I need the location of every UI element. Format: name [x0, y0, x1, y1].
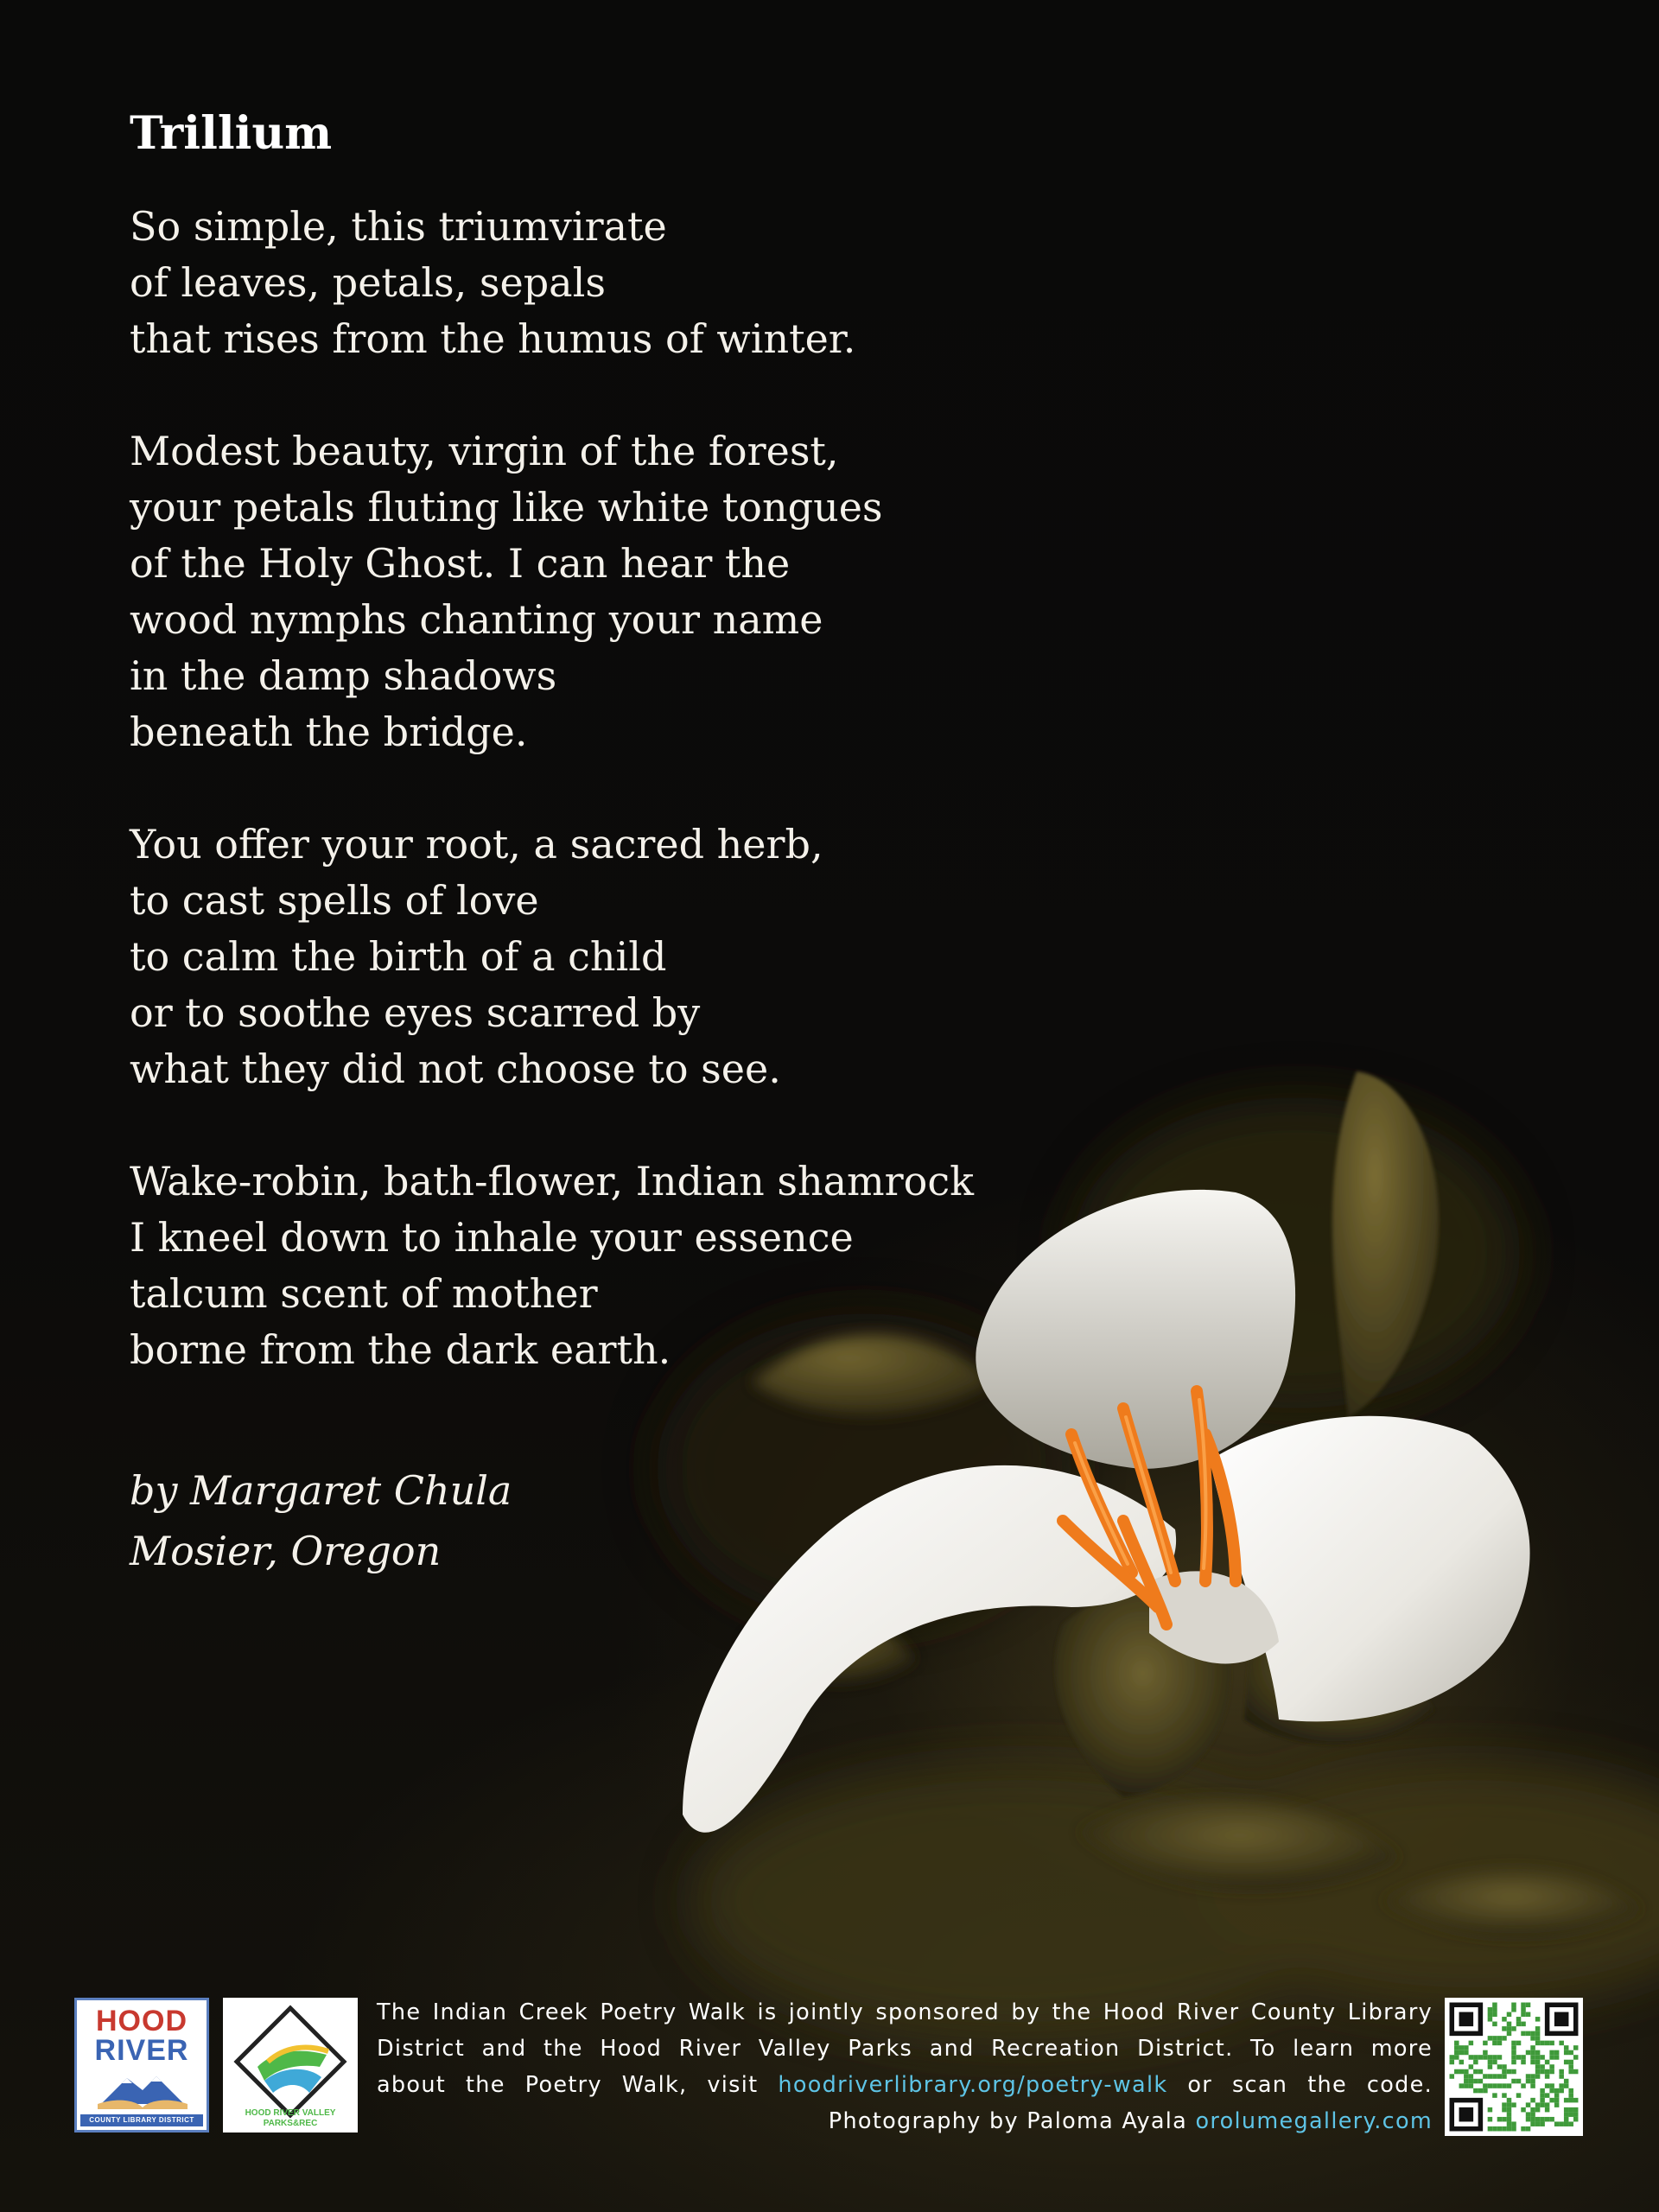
- attribution: [130, 1460, 1037, 1581]
- stanza-3: [130, 817, 1037, 1097]
- library-logo-river: RIVER: [94, 2034, 189, 2067]
- poem-line: your petals fluting like white tongues: [130, 484, 883, 531]
- gallery-link[interactable]: orolumegallery.com: [1195, 2108, 1433, 2134]
- library-logo-subtitle: COUNTY LIBRARY DISTRICT: [80, 2114, 203, 2126]
- hood-river-library-logo[interactable]: [74, 1998, 209, 2133]
- poetry-walk-link[interactable]: hoodriverlibrary.org/poetry-walk: [778, 2072, 1168, 2098]
- poem-line: You offer your root, a sacred herb,: [130, 821, 823, 868]
- poem-line: talcum scent of mother: [130, 1270, 598, 1317]
- poem-line: I kneel down to inhale your essence: [130, 1214, 854, 1261]
- poem-title: Trillium: [130, 107, 333, 160]
- library-logo-hood: HOOD: [96, 2005, 188, 2037]
- poem-line: of leaves, petals, sepals: [130, 259, 606, 306]
- poem-line: of the Holy Ghost. I can hear the: [130, 540, 791, 587]
- poem-line: So simple, this triumvirate: [130, 203, 667, 250]
- photo-credit: [829, 2103, 1433, 2139]
- author-name: by Margaret Chula: [130, 1467, 512, 1514]
- mountain-book-icon: [92, 2069, 193, 2109]
- sponsor-text: [377, 1994, 1433, 2103]
- poem-line: beneath the bridge.: [130, 709, 528, 755]
- author-location: Mosier, Oregon: [130, 1528, 442, 1574]
- sponsor-line: The Indian Creek Poetry Walk is jointly sponsored by the Hood River County Library: [377, 1999, 1433, 2025]
- poem-line: or to soothe eyes scarred by: [130, 989, 701, 1036]
- qr-code-pattern: [1445, 1998, 1583, 2136]
- sponsor-line: [377, 2067, 1433, 2103]
- parks-rec-logo[interactable]: [223, 1998, 358, 2133]
- poem-line: to cast spells of love: [130, 877, 539, 924]
- poem-line: Modest beauty, virgin of the forest,: [130, 428, 839, 474]
- poem-line: wood nymphs chanting your name: [130, 596, 823, 643]
- stanza-1: [130, 199, 1037, 367]
- poem-line: that rises from the humus of winter.: [130, 315, 856, 362]
- poem-line: what they did not choose to see.: [130, 1046, 781, 1092]
- poem-line: borne from the dark earth.: [130, 1326, 671, 1373]
- parks-rec-logo-text: HOOD RIVER VALLEY PARKS&REC: [245, 2108, 336, 2128]
- sponsor-line: District and the Hood River Valley Parks and Recreation District. To learn more: [377, 2036, 1433, 2062]
- sponsor-line-suffix: or scan the code.: [1167, 2072, 1433, 2098]
- poem: [130, 104, 1037, 1581]
- stanza-2: [130, 423, 1037, 760]
- photo-credit-prefix: Photography by Paloma Ayala: [828, 2108, 1196, 2134]
- poem-line: to calm the birth of a child: [130, 933, 667, 980]
- sponsor-line-prefix: about the Poetry Walk, visit: [377, 2072, 779, 2098]
- sponsor-footer: [0, 1974, 1659, 2146]
- poem-line: Wake-robin, bath-flower, Indian shamrock: [130, 1158, 974, 1205]
- stanza-4: [130, 1154, 1037, 1378]
- poem-line: in the damp shadows: [130, 652, 557, 699]
- qr-code-icon[interactable]: [1445, 1998, 1583, 2136]
